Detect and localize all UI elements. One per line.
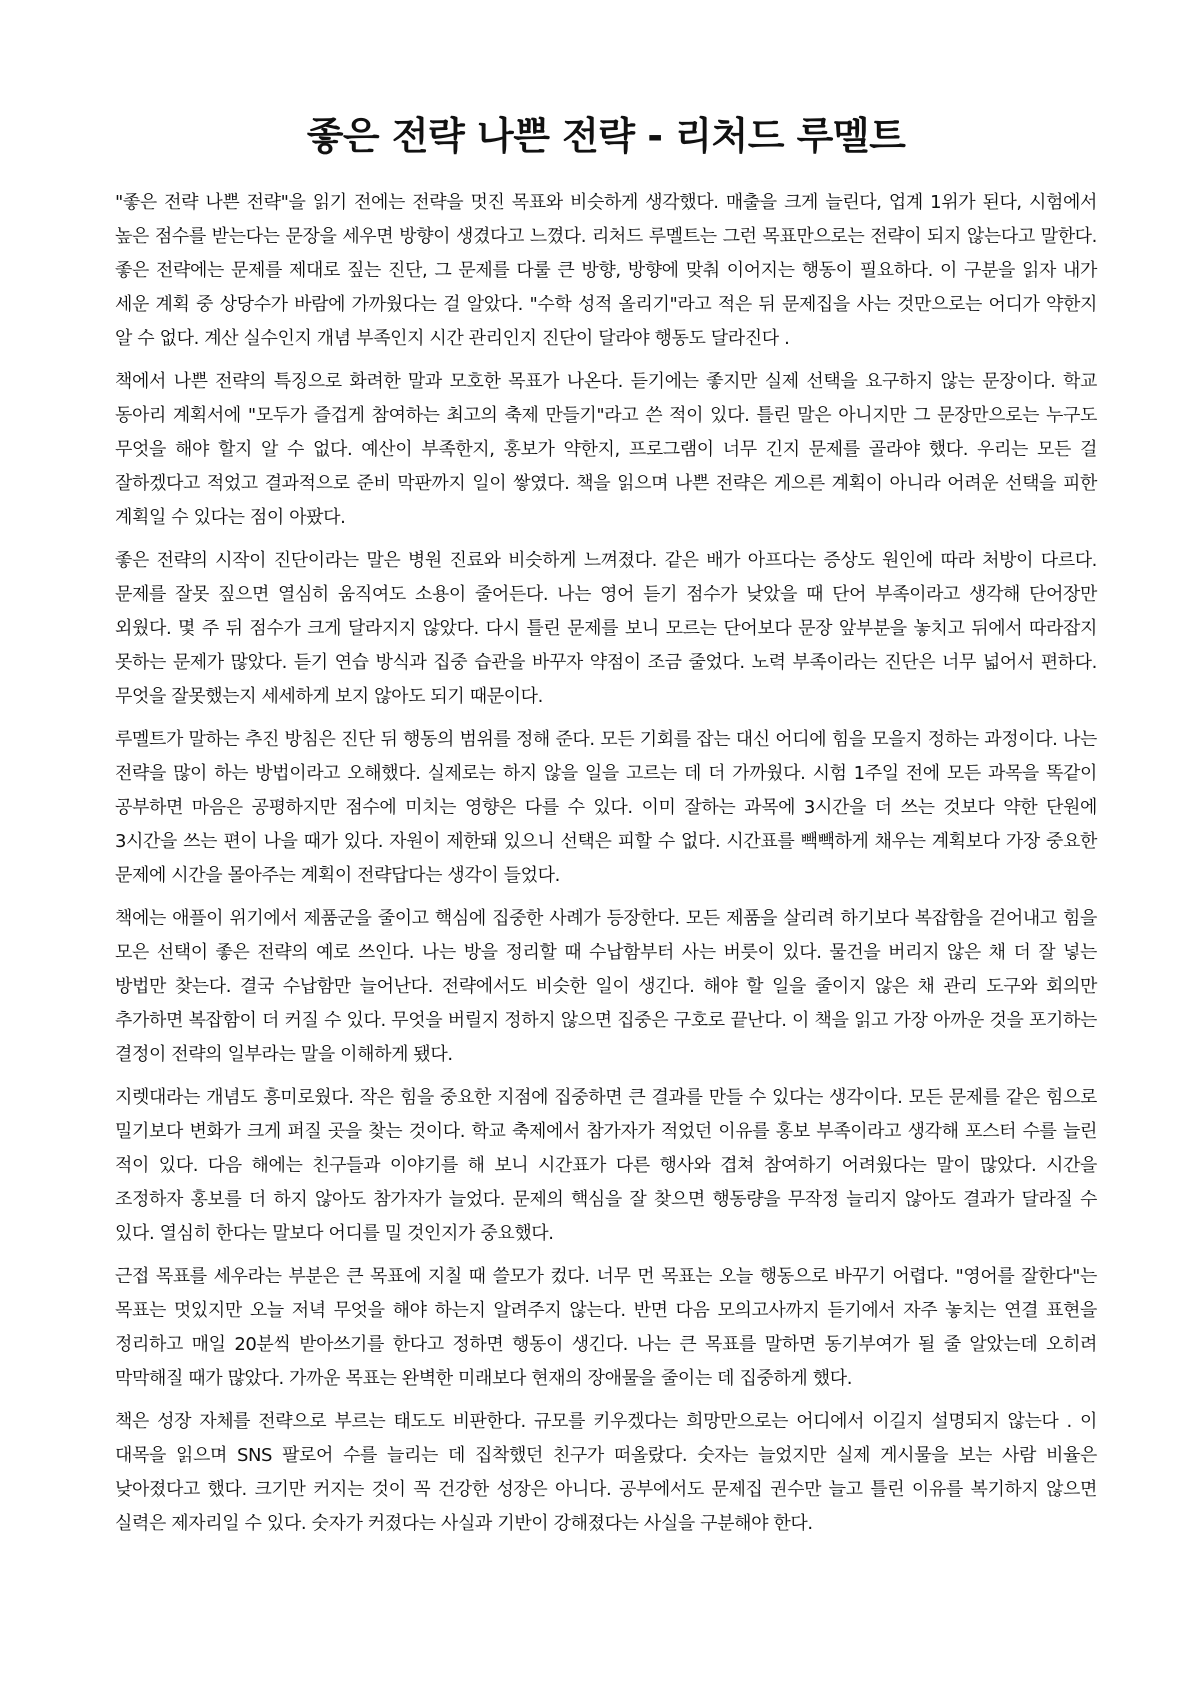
paragraph-3: 좋은 전략의 시작이 진단이라는 말은 병원 진료와 비슷하게 느껴졌다. 같은 배가 아프다는 증상도 원인에 따라 처방이 다르다. 문제를 잘못 짚으면 열심히 움직여도 소용이 줄어든다. 나는 영어 듣기 점수가 낮았을 때 단어 부족이라고 생각해 단어장만 외웠다. 몇 주 뒤 점수가 크게 달라지지 않았다. 다시 틀린 문제를 보니 모르는 단어보다 문장 앞부분을 놓치고 뒤에서 따라잡지 못하는 문제가 많았다. 듣기 연습 방식과 집중 습관을 바꾸자 약점이 조금 줄었다. 노력 부족이라는 진단은 너무 넓어서 편하다. 무엇을 잘못했는지 세세하게 보지 않아도 되기 때문이다.: [115, 550, 1097, 707]
paragraph-6: 지렛대라는 개념도 흥미로웠다. 작은 힘을 중요한 지점에 집중하면 큰 결과를 만들 수 있다는 생각이다. 모든 문제를 같은 힘으로 밀기보다 변화가 크게 퍼질 곳을 찾는 것이다. 학교 축제에서 참가자가 적었던 이유를 홍보 부족이라고 생각해 포스터 수를 늘린 적이 있다. 다음 해에는 친구들과 이야기를 해 보니 시간표가 다른 행사와 겹쳐 참여하기 어려웠다는 말이 많았다. 시간을 조정하자 홍보를 더 하지 않아도 참가자가 늘었다. 문제의 핵심을 잘 찾으면 행동량을 무작정 늘리지 않아도 결과가 달라질 수 있다. 열심히 한다는 말보다 어디를 밀 것인지가 중요했다.: [115, 1087, 1097, 1244]
paragraph-4: 루멜트가 말하는 추진 방침은 진단 뒤 행동의 범위를 정해 준다. 모든 기회를 잡는 대신 어디에 힘을 모을지 정하는 과정이다. 나는 전략을 많이 하는 방법이라고 오해했다. 실제로는 하지 않을 일을 고르는 데 더 가까웠다. 시험 1주일 전에 모든 과목을 똑같이 공부하면 마음은 공평하지만 점수에 미치는 영향은 다를 수 있다. 이미 잘하는 과목에 3시간을 더 쓰는 것보다 약한 단원에 3시간을 쓰는 편이 나을 때가 있다. 자원이 제한돼 있으니 선택은 피할 수 없다. 시간표를 빽빽하게 채우는 계획보다 가장 중요한 문제에 시간을 몰아주는 계획이 전략답다는 생각이 들었다.: [115, 729, 1097, 886]
paragraph-5: 책에는 애플이 위기에서 제품군을 줄이고 핵심에 집중한 사례가 등장한다. 모든 제품을 살리려 하기보다 복잡함을 걷어내고 힘을 모은 선택이 좋은 전략의 예로 쓰인다. 나는 방을 정리할 때 수납함부터 사는 버릇이 있다. 물건을 버리지 않은 채 더 잘 넣는 방법만 찾는다. 결국 수납함만 늘어난다. 전략에서도 비슷한 일이 생긴다. 해야 할 일을 줄이지 않은 채 관리 도구와 회의만 추가하면 복잡함이 더 커질 수 있다. 무엇을 버릴지 정하지 않으면 집중은 구호로 끝난다. 이 책을 읽고 가장 아까운 것을 포기하는 결정이 전략의 일부라는 말을 이해하게 됐다.: [115, 908, 1097, 1065]
page-title: 좋은 전략 나쁜 전략 - 리처드 루멜트: [306, 114, 906, 158]
paragraph-7: 근접 목표를 세우라는 부분은 큰 목표에 지칠 때 쓸모가 컸다. 너무 먼 목표는 오늘 행동으로 바꾸기 어렵다. "영어를 잘한다"는 목표는 멋있지만 오늘 저녁 무엇을 해야 하는지 알려주지 않는다. 반면 다음 모의고사까지 듣기에서 자주 놓치는 연결 표현을 정리하고 매일 20분씩 받아쓰기를 한다고 정하면 행동이 생긴다. 나는 큰 목표를 말하면 동기부여가 될 줄 알았는데 오히려 막막해질 때가 많았다. 가까운 목표는 완벽한 미래보다 현재의 장애물을 줄이는 데 집중하게 했다.: [115, 1266, 1097, 1389]
paragraph-8: 책은 성장 자체를 전략으로 부르는 태도도 비판한다. 규모를 키우겠다는 희망만으로는 어디에서 이길지 설명되지 않는다 . 이 대목을 읽으며 SNS 팔로어 수를 늘리는 데 집착했던 친구가 떠올랐다. 숫자는 늘었지만 실제 게시물을 보는 사람 비율은 낮아졌다고 했다. 크기만 커지는 것이 꼭 건강한 성장은 아니다. 공부에서도 문제집 권수만 늘고 틀린 이유를 복기하지 않으면 실력은 제자리일 수 있다. 숫자가 커졌다는 사실과 기반이 강해졌다는 사실을 구분해야 한다.: [115, 1411, 1097, 1534]
paragraph-2: 책에서 나쁜 전략의 특징으로 화려한 말과 모호한 목표가 나온다. 듣기에는 좋지만 실제 선택을 요구하지 않는 문장이다. 학교 동아리 계획서에 "모두가 즐겁게 참여하는 최고의 축제 만들기"라고 쓴 적이 있다. 틀린 말은 아니지만 그 문장만으로는 누구도 무엇을 해야 할지 알 수 없다. 예산이 부족한지, 홍보가 약한지, 프로그램이 너무 긴지 문제를 골라야 했다. 우리는 모든 걸 잘하겠다고 적었고 결과적으로 준비 막판까지 일이 쌓였다. 책을 읽으며 나쁜 전략은 게으른 계획이 아니라 어려운 선택을 피한 계획일 수 있다는 점이 아팠다.: [115, 371, 1097, 528]
paragraph-1: "좋은 전략 나쁜 전략"을 읽기 전에는 전략을 멋진 목표와 비슷하게 생각했다. 매출을 크게 늘린다, 업계 1위가 된다, 시험에서 높은 점수를 받는다는 문장을 세우면 방향이 생겼다고 느꼈다. 리처드 루멜트는 그런 목표만으로는 전략이 되지 않는다고 말한다. 좋은 전략에는 문제를 제대로 짚는 진단, 그 문제를 다룰 큰 방향, 방향에 맞춰 이어지는 행동이 필요하다. 이 구분을 읽자 내가 세운 계획 중 상당수가 바람에 가까웠다는 걸 알았다. "수학 성적 올리기"라고 적은 뒤 문제집을 사는 것만으로는 어디가 약한지 알 수 없다. 계산 실수인지 개념 부족인지 시간 관리인지 진단이 달라야 행동도 달라진다 .: [115, 192, 1097, 349]
